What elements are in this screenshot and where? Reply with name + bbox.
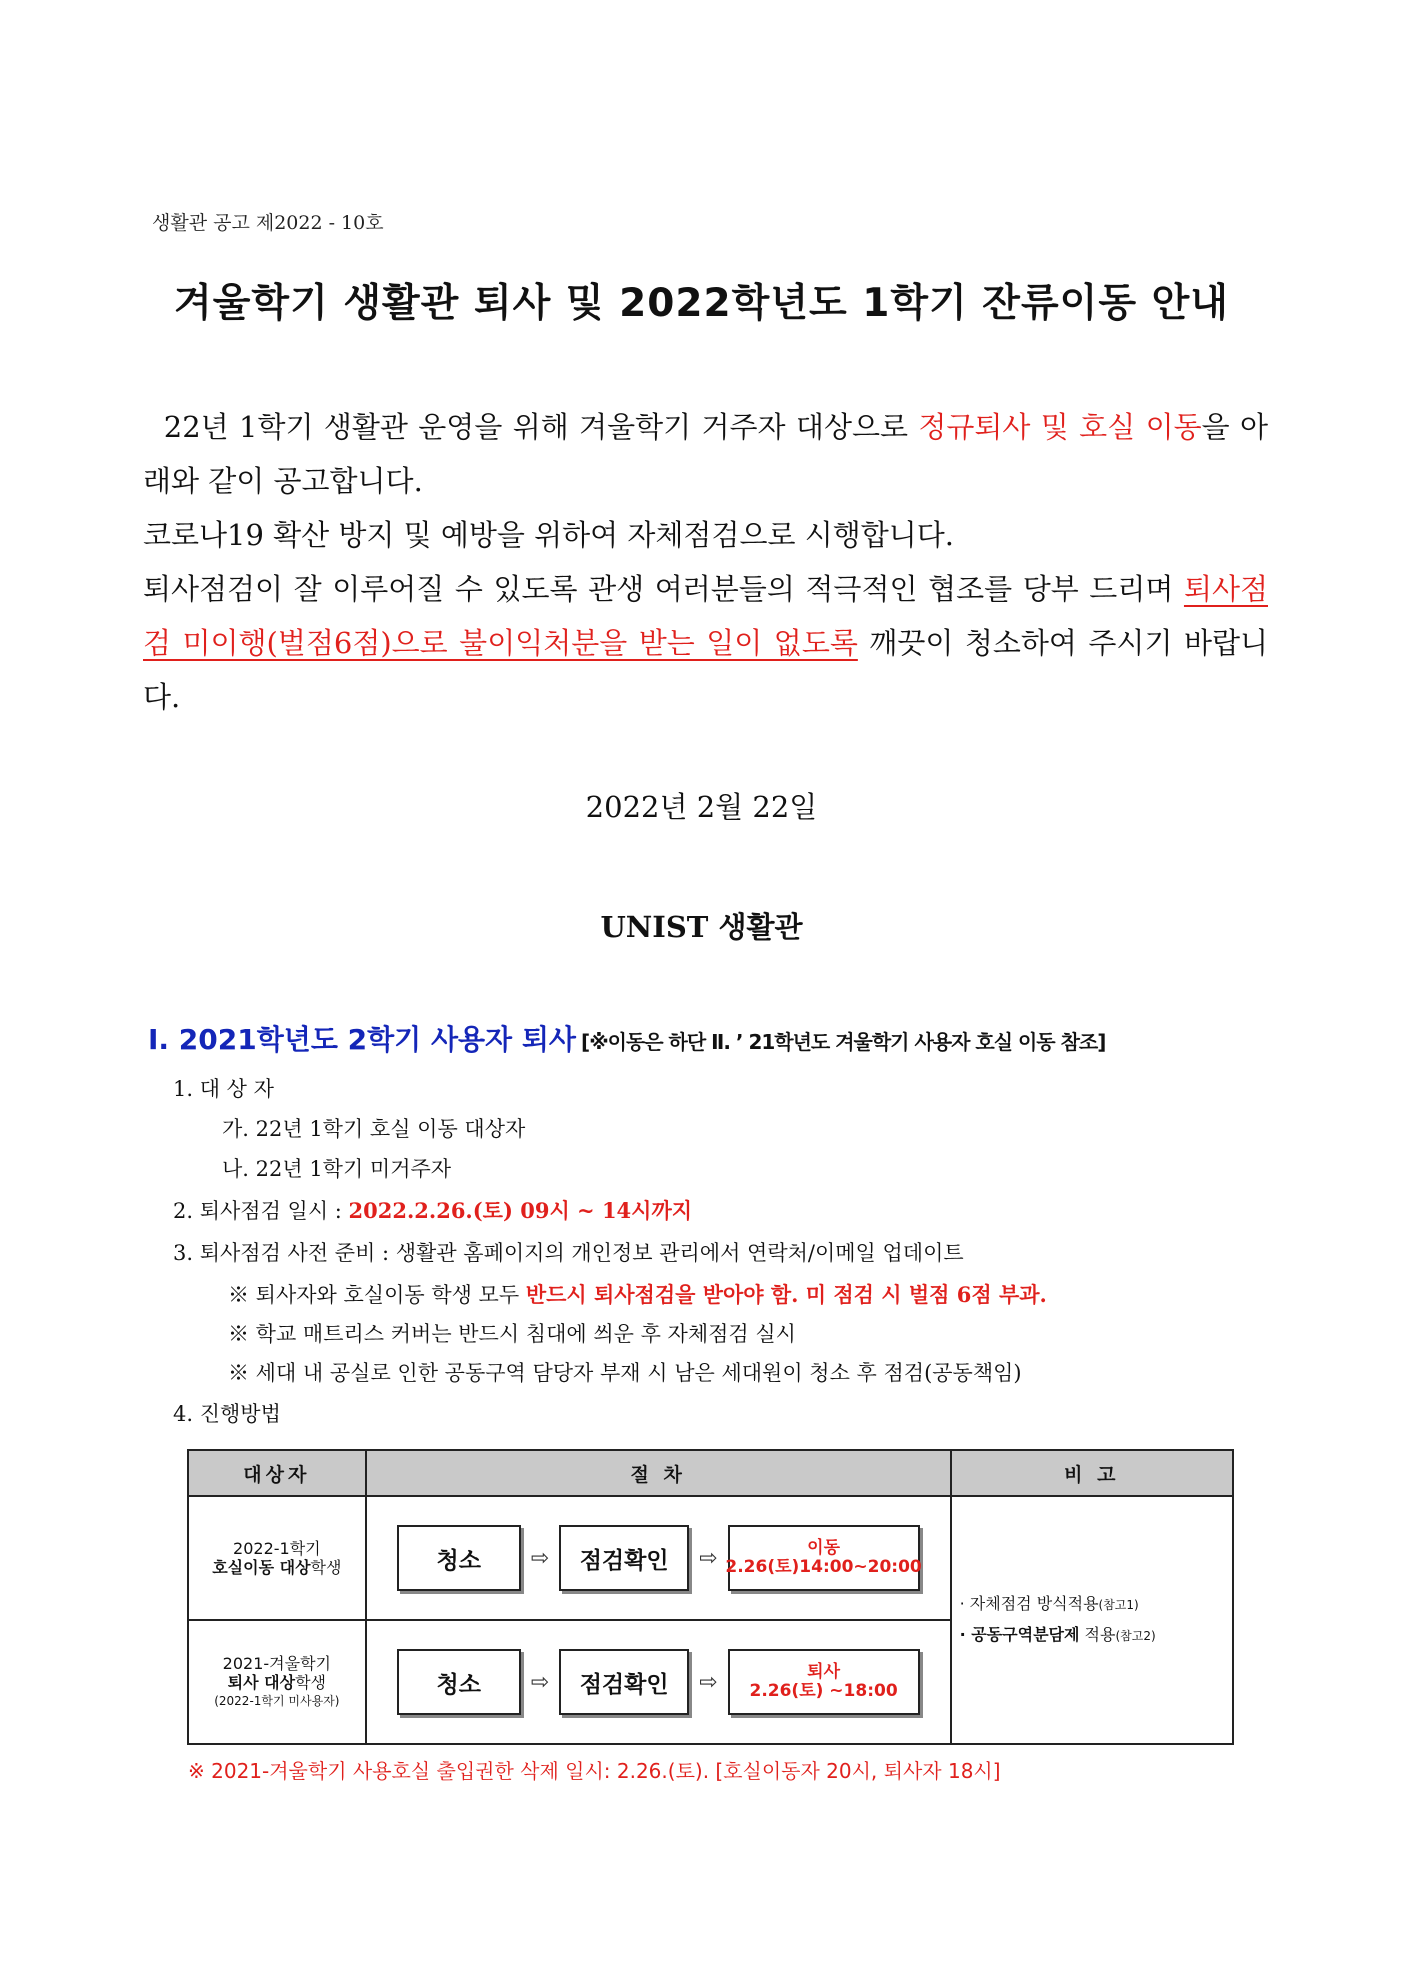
target-line-3: (2022-1학기 미사용자) bbox=[214, 1693, 340, 1708]
step-clean: 청소 bbox=[397, 1525, 521, 1591]
step-check: 점검확인 bbox=[559, 1649, 689, 1715]
target-line-2 bbox=[190, 1673, 364, 1692]
target-line-1: 2022-1학기 bbox=[233, 1539, 321, 1558]
steps-flow bbox=[367, 1649, 950, 1715]
remark-shared-area-bold: · 공동구역분담제 bbox=[959, 1625, 1080, 1644]
step-checkout-time: 2.26(토) ~18:00 bbox=[749, 1681, 898, 1701]
note-mandatory-penalty: 반드시 퇴사점검을 받아야 함. 미 점검 시 벌점 6점 부과. bbox=[525, 1282, 1047, 1307]
item-procedure: 4. 진행방법 bbox=[173, 1402, 281, 1426]
intro-text-1a: 22년 1학기 생활관 운영을 위해 겨울학기 거주자 대상으로 bbox=[163, 410, 919, 444]
remark-self-check-text: · 자체점검 방식적용 bbox=[959, 1594, 1099, 1613]
step-clean: 청소 bbox=[397, 1649, 521, 1715]
item-target-b: 나. 22년 1학기 미거주자 bbox=[222, 1157, 452, 1181]
remark-ref-1: (참고1) bbox=[1098, 1598, 1139, 1612]
intro-line-3 bbox=[143, 562, 1268, 724]
section-1-note: [※이동은 하단 Ⅱ. ’ 21학년도 겨울학기 사용자 호실 이동 참조] bbox=[581, 1030, 1106, 1054]
intro-warning: 퇴사점검 미이행(벌점6점)으로 불이익처분을 받는 일이 없도록 bbox=[143, 572, 1268, 660]
note-mandatory-text: ※ 퇴사자와 호실이동 학생 모두 bbox=[228, 1283, 526, 1307]
intro-line-2: 코로나19 확산 방지 및 예방을 위하여 자체점검으로 시행합니다. bbox=[143, 518, 954, 552]
target-rest: 학생 bbox=[295, 1672, 326, 1692]
intro-text-3b: 깨끗이 청소하여 주시기 바랍니다. bbox=[143, 626, 1268, 714]
remark-ref-2: (참고2) bbox=[1115, 1629, 1156, 1643]
intro-paragraph bbox=[143, 400, 1268, 724]
notice-date: 2022년 2월 22일 bbox=[585, 790, 818, 824]
access-removal-note: ※ 2021-겨울학기 사용호실 출입권한 삭제 일시: 2.26.(토). [호실이동자 20시, 퇴사자 18시] bbox=[188, 1759, 1001, 1783]
note-shared-area: ※ 세대 내 공실로 인한 공동구역 담당자 부재 시 남은 세대원이 청소 후 점검(공동책임) bbox=[228, 1361, 1022, 1385]
target-rest: 학생 bbox=[310, 1558, 342, 1577]
item-preparation: 3. 퇴사점검 사전 준비 : 생활관 홈페이지의 개인정보 관리에서 연락처/이메일 업데이트 bbox=[173, 1241, 964, 1265]
item-schedule bbox=[173, 1195, 692, 1225]
remark-shared-area-text: 적용 bbox=[1079, 1625, 1116, 1644]
notice-number: 생활관 공고 제2022 - 10호 bbox=[152, 212, 384, 234]
organization-name: UNIST 생활관 bbox=[600, 910, 803, 944]
target-cell bbox=[188, 1496, 366, 1620]
step-move bbox=[725, 1525, 922, 1591]
target-line-1: 2021-겨울학기 bbox=[222, 1653, 331, 1673]
steps-flow bbox=[367, 1525, 950, 1591]
step-move-label: 이동 bbox=[807, 1538, 840, 1558]
target-cell bbox=[188, 1620, 366, 1744]
intro-line-1 bbox=[143, 400, 1268, 508]
arrow-icon: ⇨ bbox=[699, 1669, 718, 1695]
step-check: 점검확인 bbox=[559, 1525, 689, 1591]
arrow-icon: ⇨ bbox=[530, 1669, 550, 1695]
item-target: 1. 대 상 자 bbox=[173, 1077, 274, 1101]
table-row bbox=[188, 1496, 1233, 1620]
steps-cell bbox=[366, 1620, 951, 1744]
intro-highlight-1: 정규퇴사 및 호실 이동 bbox=[918, 410, 1202, 444]
item-schedule-label: 2. 퇴사점검 일시 : bbox=[173, 1199, 349, 1223]
steps-cell bbox=[366, 1496, 951, 1620]
target-bold: 퇴사 대상 bbox=[227, 1672, 296, 1692]
arrow-icon: ⇨ bbox=[530, 1545, 550, 1571]
header-procedure: 절 차 bbox=[366, 1450, 951, 1496]
table-header-row bbox=[188, 1450, 1233, 1496]
note-mattress: ※ 학교 매트리스 커버는 반드시 침대에 씌운 후 자체점검 실시 bbox=[228, 1322, 796, 1346]
section-1-title: Ⅰ. 2021학년도 2학기 사용자 퇴사 bbox=[148, 1023, 576, 1056]
header-remarks: 비 고 bbox=[951, 1450, 1233, 1496]
intro-text-1b: 을 아래와 같이 공고합니다. bbox=[143, 410, 1269, 498]
item-target-a: 가. 22년 1학기 호실 이동 대상자 bbox=[222, 1117, 526, 1141]
arrow-icon: ⇨ bbox=[699, 1545, 718, 1571]
header-target: 대상자 bbox=[188, 1450, 366, 1496]
page-title: 겨울학기 생활관 퇴사 및 2022학년도 1학기 잔류이동 안내 bbox=[174, 281, 1229, 326]
procedure-table bbox=[187, 1449, 1234, 1745]
item-schedule-value: 2022.2.26.(토) 09시 ~ 14시까지 bbox=[348, 1198, 693, 1223]
step-checkout bbox=[728, 1649, 920, 1715]
section-1-heading bbox=[148, 1018, 1105, 1058]
remark-self-check bbox=[960, 1589, 1231, 1620]
target-bold: 호실이동 대상 bbox=[212, 1558, 311, 1577]
intro-text-3a: 퇴사점검이 잘 이루어질 수 있도록 관생 여러분들의 적극적인 협조를 당부 드리며 bbox=[143, 572, 1184, 606]
remark-shared-area bbox=[960, 1620, 1231, 1651]
target-line-2 bbox=[190, 1558, 364, 1577]
step-checkout-label: 퇴사 bbox=[807, 1662, 840, 1682]
remarks-cell bbox=[951, 1496, 1233, 1744]
note-mandatory bbox=[228, 1279, 1047, 1309]
step-move-time: 2.26(토)14:00~20:00 bbox=[725, 1557, 922, 1577]
